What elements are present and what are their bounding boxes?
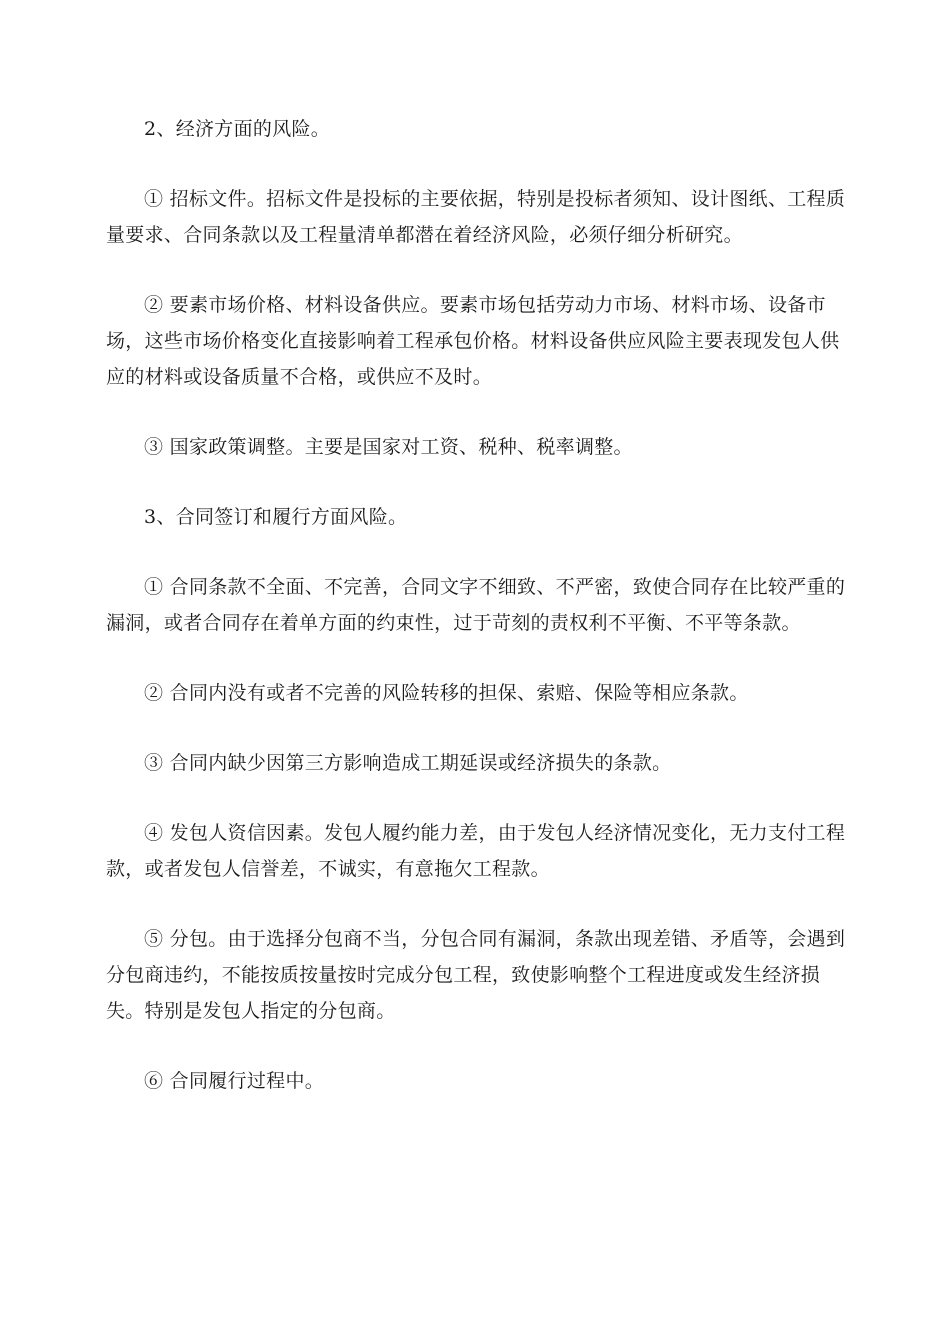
paragraph-policy-adjustment: ③ 国家政策调整。主要是国家对工资、税种、税率调整。	[144, 436, 633, 458]
paragraph-contract-performance: ⑥ 合同履行过程中。	[144, 1070, 325, 1092]
section-heading-contract-risk: 3、合同签订和履行方面风险。	[144, 506, 408, 528]
paragraph-subcontracting: ⑤ 分包。由于选择分包商不当，分包合同有漏洞，条款出现差错、矛盾等，会遇到分包商违约，不能按质按量按时完成分包工程，致使影响整个工程进度或发生经济损失。特别是发包人指定的分包商。	[106, 928, 846, 1022]
paragraph-contract-clauses: ① 合同条款不全面、不完善，合同文字不细致、不严密，致使合同存在比较严重的漏洞，或者合同存在着单方面的约束性，过于苛刻的责权利不平衡、不平等条款。	[106, 576, 846, 634]
paragraph-risk-transfer: ② 合同内没有或者不完善的风险转移的担保、索赔、保险等相应条款。	[144, 682, 749, 704]
paragraph-third-party: ③ 合同内缺少因第三方影响造成工期延误或经济损失的条款。	[144, 752, 672, 774]
paragraph-client-credit: ④ 发包人资信因素。发包人履约能力差，由于发包人经济情况变化，无力支付工程款，或者发包人信誉差，不诚实，有意拖欠工程款。	[106, 822, 846, 880]
paragraph-tender-documents: ① 招标文件。招标文件是投标的主要依据，特别是投标者须知、设计图纸、工程质量要求、合同条款以及工程量清单都潜在着经济风险，必须仔细分析研究。	[106, 188, 846, 246]
section-heading-economic-risk: 2、经济方面的风险。	[144, 118, 331, 140]
paragraph-market-prices: ② 要素市场价格、材料设备供应。要素市场包括劳动力市场、材料市场、设备市场，这些市场价格变化直接影响着工程承包价格。材料设备供应风险主要表现发包人供应的材料或设备质量不合格，或供应不及时。	[106, 294, 840, 388]
